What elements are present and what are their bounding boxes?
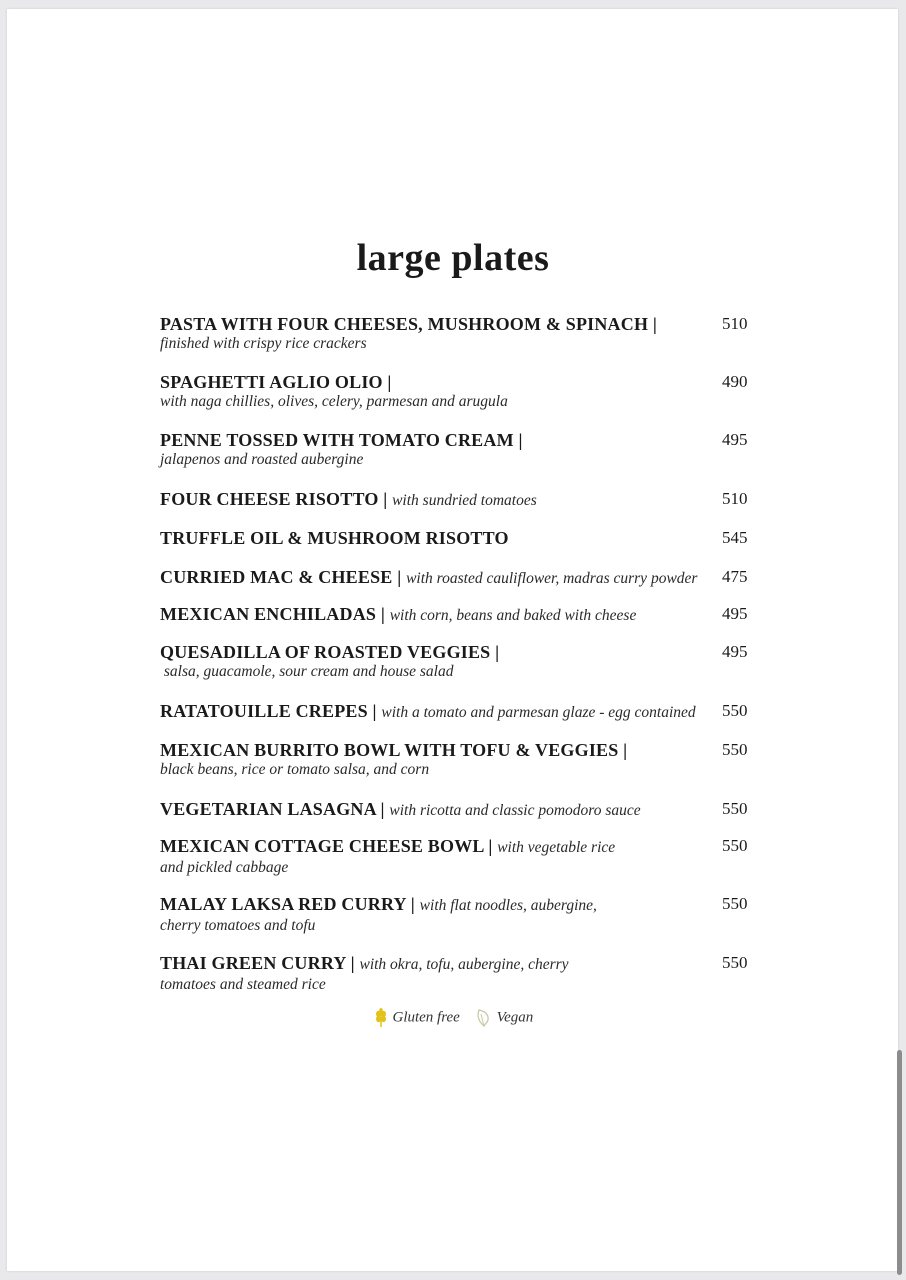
menu-item-title: RATATOUILLE CREPES | xyxy=(160,701,377,721)
menu-item-name xyxy=(160,740,760,760)
menu-item xyxy=(160,372,760,412)
menu-item-description: with naga chillies, olives, celery, parmesan and arugula xyxy=(160,393,508,410)
menu-item-name xyxy=(160,799,760,821)
menu-item-title: THAI GREEN CURRY | xyxy=(160,953,355,973)
menu-item-price: 495 xyxy=(722,430,748,449)
menu-item-inline-description: with okra, tofu, aubergine, cherry xyxy=(359,956,569,973)
menu-item-name xyxy=(160,836,760,858)
menu-item-price: 475 xyxy=(722,567,748,586)
menu-item-description: salsa, guacamole, sour cream and house salad xyxy=(160,663,454,680)
menu-item xyxy=(160,836,760,878)
menu-item xyxy=(160,528,760,548)
menu-item-inline-description: with corn, beans and baked with cheese xyxy=(389,607,637,624)
menu-item-name xyxy=(160,567,760,589)
scrollbar-thumb[interactable] xyxy=(897,1050,902,1275)
menu-item-title: PENNE TOSSED WITH TOMATO CREAM | xyxy=(160,430,523,450)
menu-item xyxy=(160,314,760,354)
menu-item xyxy=(160,701,760,723)
page-title: large plates xyxy=(356,237,550,279)
menu-item-name xyxy=(160,372,760,392)
menu-item-title: SPAGHETTI AGLIO OLIO | xyxy=(160,372,392,392)
menu-item-price: 510 xyxy=(722,314,748,333)
menu-item-title: VEGETARIAN LASAGNA | xyxy=(160,799,385,819)
menu-item-price: 550 xyxy=(722,701,748,720)
vegan-icon xyxy=(475,1008,493,1028)
menu-item-price: 490 xyxy=(722,372,748,391)
gluten-free-icon xyxy=(373,1008,389,1028)
menu-item-inline-description: with sundried tomatoes xyxy=(392,492,537,509)
menu-item-price: 510 xyxy=(722,489,748,508)
menu-item-price: 550 xyxy=(722,740,748,759)
menu-page xyxy=(7,9,898,1271)
menu-item-inline-description: with a tomato and parmesan glaze - egg contained xyxy=(381,704,696,721)
menu-item xyxy=(160,953,760,995)
menu-item-name xyxy=(160,489,760,511)
menu-item-title: MALAY LAKSA RED CURRY | xyxy=(160,894,415,914)
menu-item-title: MEXICAN ENCHILADAS | xyxy=(160,604,385,624)
menu-item-description: finished with crispy rice crackers xyxy=(160,335,367,352)
menu-item-description: jalapenos and roasted aubergine xyxy=(160,451,364,468)
menu-item-price: 550 xyxy=(722,799,748,818)
menu-item xyxy=(160,489,760,511)
menu-item-inline-description: with ricotta and classic pomodoro sauce xyxy=(389,802,641,819)
menu-item-title: FOUR CHEESE RISOTTO | xyxy=(160,489,388,509)
menu-item-inline-description: with roasted cauliflower, madras curry powder xyxy=(406,570,698,587)
menu-item-name xyxy=(160,701,760,723)
menu-item-title: MEXICAN COTTAGE CHEESE BOWL | xyxy=(160,836,493,856)
menu-item xyxy=(160,604,760,626)
menu-item xyxy=(160,740,760,780)
menu-item-name xyxy=(160,642,760,662)
menu-item-price: 550 xyxy=(722,836,748,855)
menu-item-name xyxy=(160,953,760,975)
menu-item-description: cherry tomatoes and tofu xyxy=(160,917,316,934)
menu-item-description: and pickled cabbage xyxy=(160,859,289,876)
menu-item-name xyxy=(160,430,760,450)
menu-item-title: TRUFFLE OIL & MUSHROOM RISOTTO xyxy=(160,528,509,548)
menu-item-inline-description: with vegetable rice xyxy=(497,839,616,856)
menu-item xyxy=(160,430,760,470)
menu-item-title: PASTA WITH FOUR CHEESES, MUSHROOM & SPINACH | xyxy=(160,314,658,334)
menu-item-price: 550 xyxy=(722,953,748,972)
menu-item xyxy=(160,567,760,589)
menu-item xyxy=(160,894,760,936)
menu-item-title: MEXICAN BURRITO BOWL WITH TOFU & VEGGIES | xyxy=(160,740,628,760)
menu-item-price: 495 xyxy=(722,604,748,623)
menu-item-name xyxy=(160,314,760,334)
vegan-label: Vegan xyxy=(496,1009,534,1026)
menu-item-inline-description: with flat noodles, aubergine, xyxy=(419,897,597,914)
dietary-legend xyxy=(0,1008,906,1028)
menu-item-title: QUESADILLA OF ROASTED VEGGIES | xyxy=(160,642,500,662)
gluten-free-label: Gluten free xyxy=(392,1009,460,1026)
menu-item-name xyxy=(160,528,760,548)
menu-item-name xyxy=(160,894,760,916)
menu-item-price: 495 xyxy=(722,642,748,661)
menu-item-description: black beans, rice or tomato salsa, and corn xyxy=(160,761,430,778)
menu-item xyxy=(160,642,760,682)
menu-item-price: 545 xyxy=(722,528,748,547)
menu-item xyxy=(160,799,760,821)
menu-item-title: CURRIED MAC & CHEESE | xyxy=(160,567,402,587)
menu-item-price: 550 xyxy=(722,894,748,913)
menu-item-name xyxy=(160,604,760,626)
menu-item-description: tomatoes and steamed rice xyxy=(160,976,326,993)
